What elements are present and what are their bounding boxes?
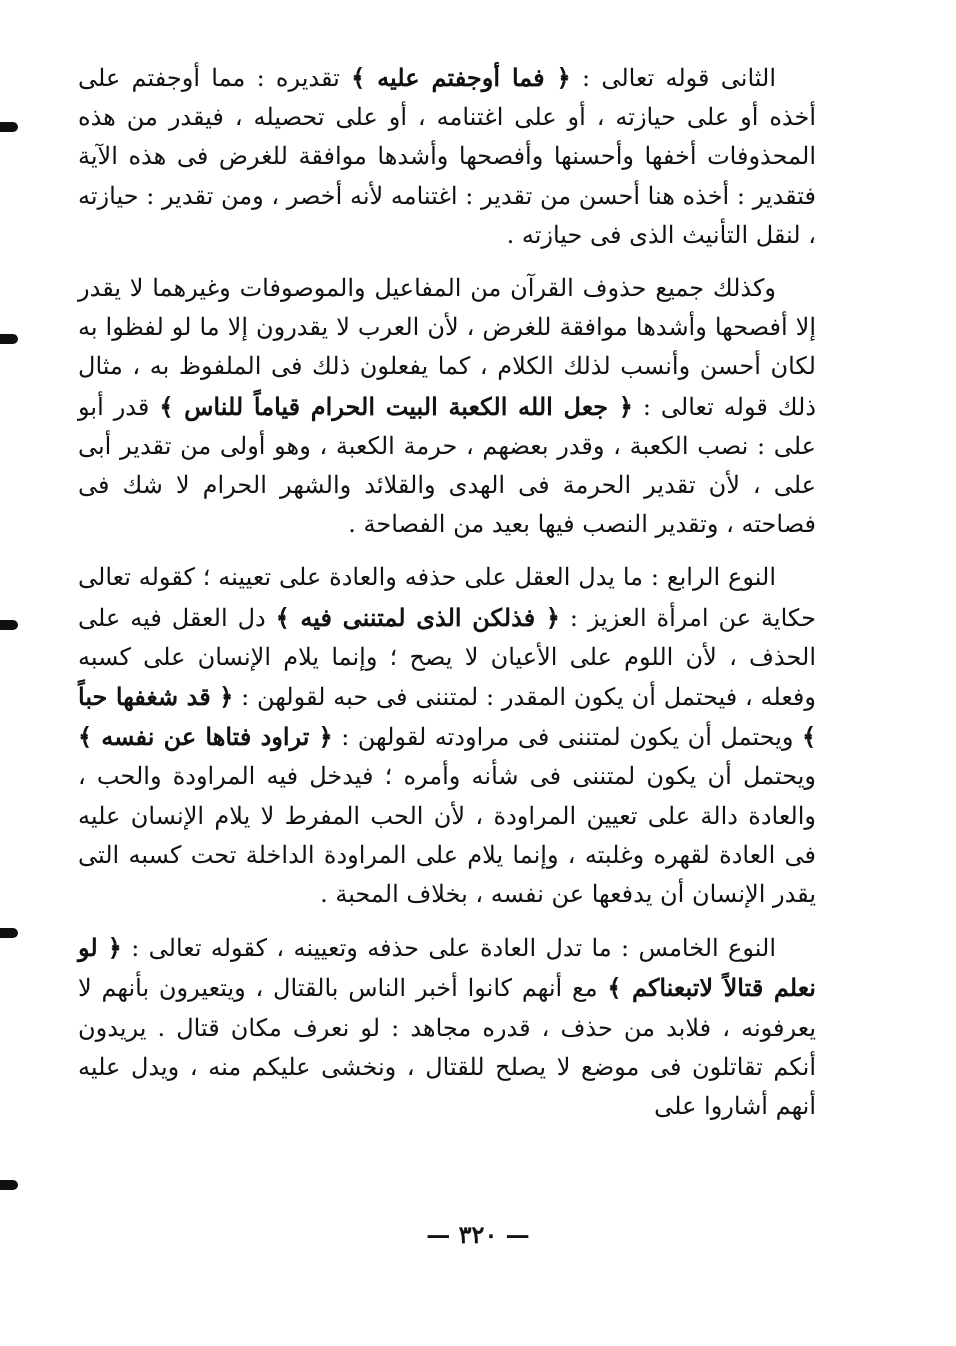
paragraph bbox=[78, 558, 816, 914]
paragraph-text: قدر أبو على : نصب الكعبة ، وقدر بعضهم ، حرمة الكعبة ، وهو أولى من تقدير أبى على ، لأن تقدير الحرمة فى الهدى والقلائد والشهر الحرام لا شك فى فصاحته ، وتقدير النصب فيها بعيد من الفصاحة . bbox=[78, 392, 816, 539]
margin-mark bbox=[0, 620, 18, 630]
paragraph-text: وكذلك جميع حذوف القرآن من المفاعيل والموصوفات وغيرهما لا يقدر إلا أفصحها وأشدها موافقة للغرض ، لأن العرب لا يقدرون إلا ما لو لفظوا به لكان أحسن وأنسب لذلك الكلام ، كما يفعلون ذلك فى الملفوظ به ، مثال ذلك قوله تعالى : bbox=[78, 274, 816, 421]
quran-quote: ﴿ فما أوجفتم عليه ﴾ bbox=[351, 63, 571, 92]
quran-quote: ﴿ قد شغفها حباً ﴾ bbox=[78, 682, 817, 752]
paragraph-text: الثانى قوله تعالى : bbox=[570, 64, 777, 92]
margin-mark bbox=[0, 122, 18, 132]
margin-mark bbox=[0, 334, 18, 344]
page-body bbox=[78, 58, 816, 1140]
paragraph-text: ويحتمل أن يكون لمتننى فى مراودته لقولهن : bbox=[332, 723, 802, 752]
page-number: — ٣٢٠ — bbox=[426, 1220, 530, 1249]
paragraph-text: النوع الرابع : ما يدل العقل على حذفه والعادة على تعيينه ؛ كقوله تعالى حكاية عن امرأة العزيز : bbox=[78, 563, 816, 632]
paragraph-text: تقديره : مما أوجفتم على أخذه أو على حيازته ، أو على اغتنامه ، أو على تحصيله ، فيقدر من هذه المحذوفات أخفها وأحسنها وأفصحها وأشدها موافقة للغرض فى هذه الآية فتقدير : أخذه هنا أحسن من تقدير : اغتنامه لأنه أخصر ، ومن تقدير : حيازته ، لنقل التأنيث الذى فى حيازته . bbox=[78, 64, 816, 249]
paragraph-text: النوع الخامس : ما تدل العادة على حذفه وتعيينه ، كقوله تعالى : bbox=[121, 934, 776, 963]
quran-quote: ﴿ جعل الله الكعبة البيت الحرام قياماً للناس ﴾ bbox=[159, 391, 633, 421]
margin-mark bbox=[0, 928, 18, 938]
paragraph bbox=[78, 58, 816, 255]
paragraph-text: دل العقل فيه على الحذف ، لأن اللوم على الأعيان لا يصح ؛ وإنما يلام الإنسان على كسبه وفعله ، فيحتمل أن يكون المقدر : لمتننى فى حبه لقولهن : bbox=[78, 603, 817, 712]
margin-mark bbox=[0, 1180, 18, 1190]
paragraph-text: ويحتمل أن يكون لمتننى فى شأنه وأمره ؛ فيدخل فيه المراودة والحب ، والعادة دالة على تعيين المراودة ، لأن الحب المفرط لا يلام الإنسان عليه فى العادة لقهره وغلبته ، وإنما يلام على المراودة الداخلة تحت كسبه التى يقدر الإنسان أن يدفعها عن نفسه ، بخلاف المحبة . bbox=[78, 762, 816, 909]
paragraph bbox=[78, 269, 816, 544]
paragraph bbox=[78, 928, 816, 1126]
quran-quote: ﴿ فذلكن الذى لمتننى فيه ﴾ bbox=[275, 602, 560, 632]
paragraph-text: مع أنهم كانوا أخبر الناس بالقتال ، ويتعيرون بأنهم لا يعرفونه ، فلابد من حذف ، قدره مجاهد : لو نعرف مكان قتال . يريدون أنكم تقاتلون فى موضع لا يصلح للقتال ، ونخشى عليكم منه ، ويدل عليه أنهم أشاروا على bbox=[78, 974, 816, 1121]
quran-quote: ﴿ تراود فتاها عن نفسه ﴾ bbox=[78, 722, 333, 752]
quran-quote: ﴿ لو نعلم قتالاً لاتبعناكم ﴾ bbox=[78, 933, 816, 1003]
